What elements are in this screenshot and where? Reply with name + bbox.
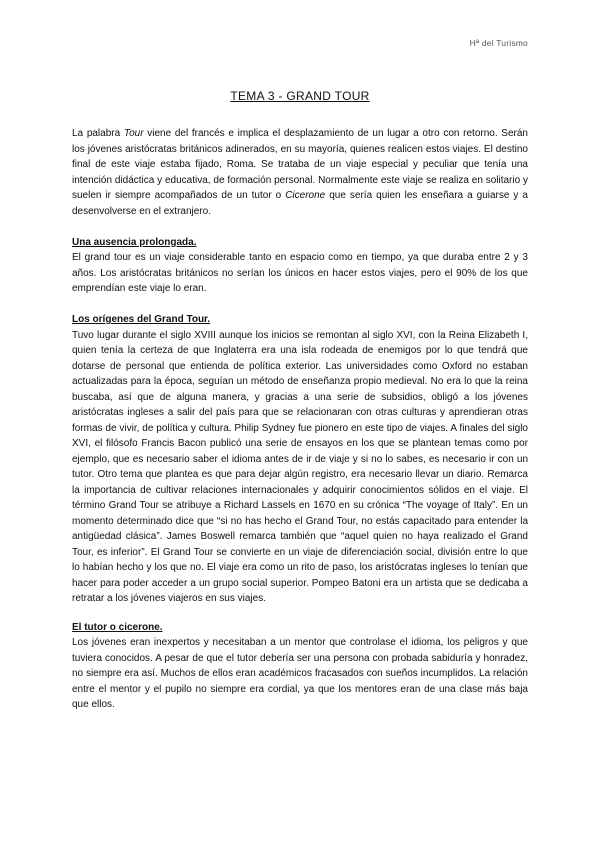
section-body-origenes: Tuvo lugar durante el siglo XVIII aunque los inicios se remontan al siglo XVI, con la Reina Elizabeth I, quien tenía la certeza de que Inglaterra era una isla rodeada de enemigos por lo que tendrá que dotarse de personal que entienda de política exterior. Las universidades como Oxford no estaban actualizadas para la época, seguían un método de enseñanza propio medieval. No era lo que la reina buscaba, así que de alguna manera, y gracias a una serie de subsidios, obligó a los jóvenes aristócratas ingleses a salir del país para que se relacionaran con otras culturas y aprendieran otras formas de vivir, de política y cultura. Philip Sydney fue pionero en este tipo de viajes. A finales del siglo XVI, el filósofo Francis Bacon publicó una serie de ensayos en los que se plantean temas como por ejemplo, que es necesario saber el idioma antes de ir de viaje y si no lo sabes, es necesario ir con un tutor. Otro tema que plantea es que para dejar algún registro, era necesario llevar un diario. Remarca la importancia de cultivar relaciones internacionales y adquirir conocimientos sólidos en el viaje. El término Grand Tour se atribuye a Richard Lassels en 1670 en su crónica “The voyage of Italy”. En un momento determinado dice que “si no has hecho el Grand Tour, no estás capacitado para entender la antigüedad clásica”. James Boswell remarca también que “aquel quien no haya realizado el Grand Tour, es inferior”. El Grand Tour se convierte en un viaje de diferenciación social, división entre lo que lo habían hecho y los que no. El viaje era como un rito de paso, los aristócratas ingleses lo tenían que hacer para poder acceder a un grupo social superior. Pompeo Batoni era un artista que se dedicaba a retratar a los jóvenes viajeros en sus viajes. xyxy=(72,329,528,604)
term-cicerone: Cicerone xyxy=(285,190,326,201)
term-tour: Tour xyxy=(123,128,144,139)
section-body-ausencia: El grand tour es un viaje considerable tanto en espacio como en tiempo, ya que duraba entre 2 y 3 años. Los aristócratas británicos no serían los únicos en hacer estos viajes, pero el 90% de los que emprendían este viaje lo eran. xyxy=(72,252,528,294)
section-heading-ausencia: Una ausencia prolongada. xyxy=(72,236,197,248)
page-header: Hª del Turismo xyxy=(469,38,528,48)
page-title: TEMA 3 - GRAND TOUR xyxy=(230,89,370,103)
section-heading-origenes: Los orígenes del Grand Tour. xyxy=(72,314,211,325)
document-body xyxy=(72,126,528,713)
intro-paragraph: La palabra Tour viene del francés e implica el desplazamiento de un lugar a otro con retorno. Serán los jóvenes aristócratas británicos adinerados, en su mayoría, quienes realicen estos viajes. El destino final de este viaje estaba fijado, Roma. Se trataba de un viaje especial y peculiar que tenía una intención didáctica y educativa, de formación personal. Normalmente este viaje se realiza en solitario y suelen ir siempre acompañados de un tutor o Cicerone que sería quien les enseñara a guiarse y a desenvolverse en el extranjero. xyxy=(72,128,528,217)
section-body-tutor: Los jóvenes eran inexpertos y necesitaban a un mentor que controlase el idioma, los peligros y que tuviera conocidos. A pesar de que el tutor debería ser una persona con probada sabiduría y honradez, no siempre era así. Muchos de ellos eran académicos fracasados con sueños incumplidos. La relación entre el mentor y el pupilo no siempre era cordial, ya que los mentores eran de una clase más baja que ellos. xyxy=(72,637,528,710)
section-heading-tutor: El tutor o cicerone. xyxy=(72,621,163,633)
